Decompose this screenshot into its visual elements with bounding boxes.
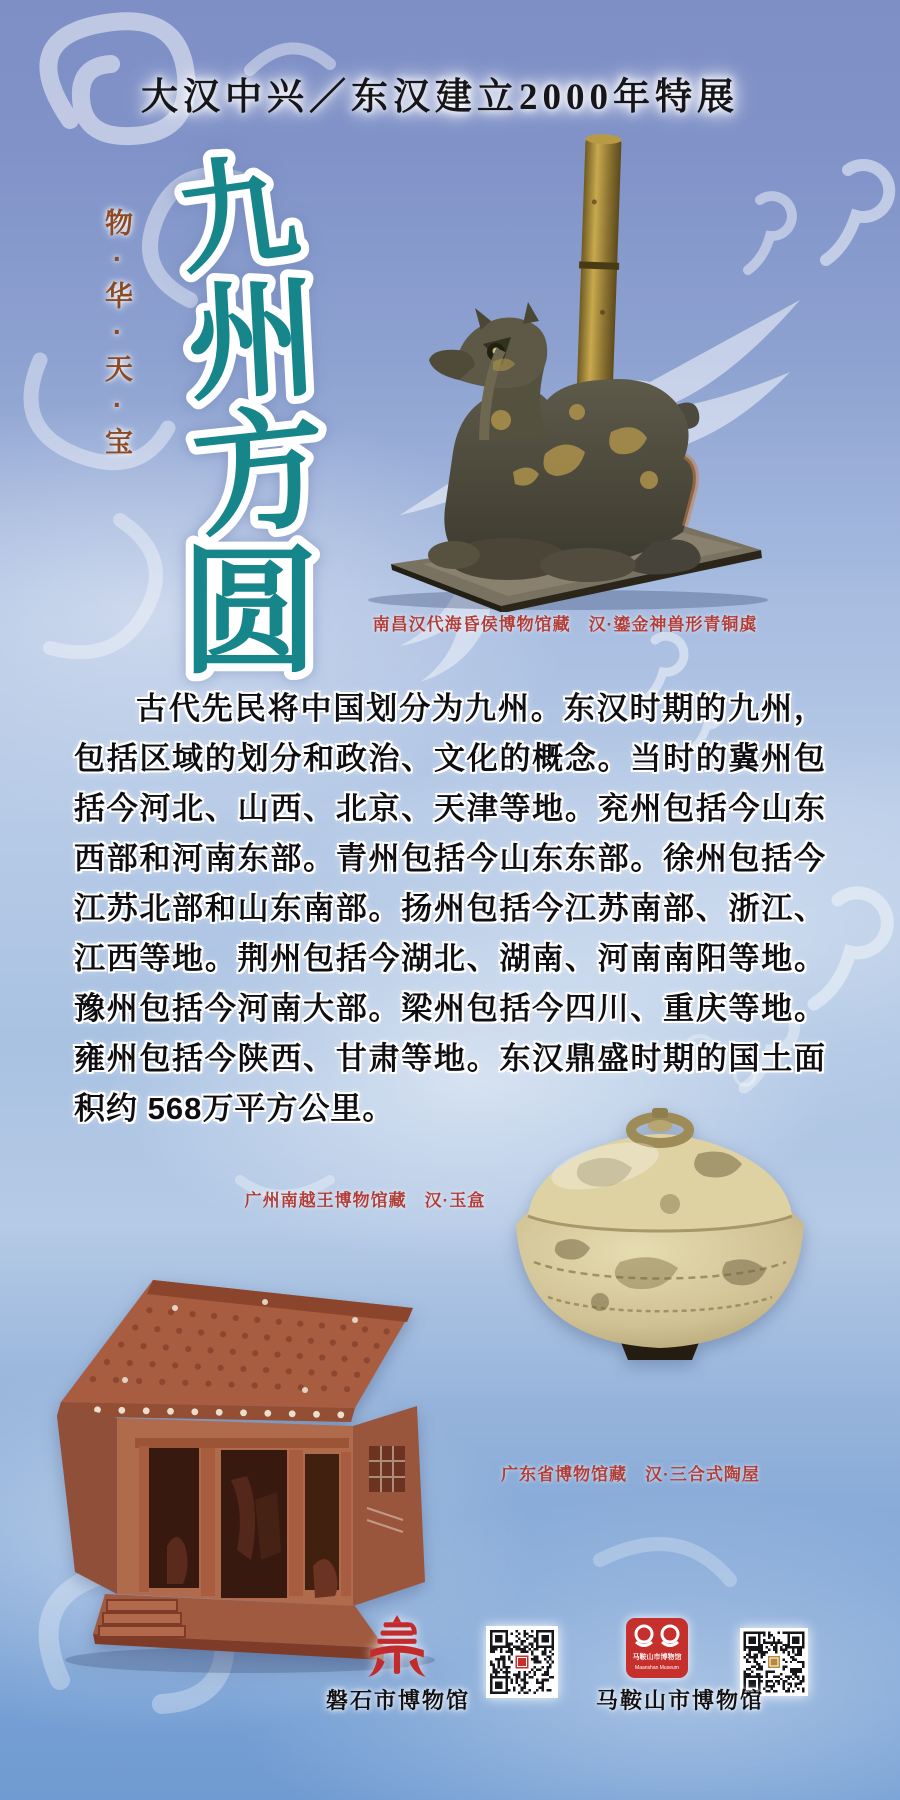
- seal-museum-name-en: Maanshan Museum: [635, 1665, 679, 1671]
- body-paragraph: 古代先民将中国划分为九州。东汉时期的九州，包括区域的划分和政治、文化的概念。当时的冀州包括今河北、山西、北京、天津等地。兖州包括今山东西部和河南东部。青州包括今山东东部。徐州包括今江苏北部和山东南部。扬州包括今江苏南部、浙江、江西等地。荆州包括今湖北、湖南、河南南阳等地。豫州包括今河南大部。梁州包括今四川、重庆等地。雍州包括今陕西、甘肃等地。东汉鼎盛时期的国土面积约 568万平方公里。: [74, 691, 826, 1126]
- bronze-artifact-caption: 南昌汉代海昏侯博物馆藏 汉·鎏金神兽形青铜虡: [372, 615, 758, 634]
- bronze-beast-artifact-image: [333, 112, 793, 612]
- panshi-museum-logo: [366, 1614, 428, 1680]
- maanshan-museum-name: 马鞍山市博物馆: [595, 1688, 764, 1713]
- panshi-museum-name: 磐石市博物馆: [325, 1688, 470, 1713]
- main-title-char-1: 九: [168, 140, 307, 291]
- main-title-char-4: 圆: [180, 536, 320, 690]
- jade-box-artifact-image: [500, 1092, 820, 1377]
- exhibition-banner-title: 大汉中兴／东汉建立2000年特展: [141, 77, 739, 118]
- seal-museum-name: 马鞍山市博物馆: [632, 1654, 682, 1661]
- main-title-char-2: 州: [183, 264, 322, 418]
- main-title-calligraphy: [135, 126, 365, 692]
- jade-artifact-caption: 广州南越王博物馆藏 汉·玉盒: [244, 1191, 486, 1210]
- main-title-char-3: 方: [186, 392, 334, 553]
- maanshan-museum-seal: [626, 1618, 688, 1678]
- pottery-house-artifact-image: [55, 1250, 495, 1680]
- side-motto-text: 物·华·天·宝: [102, 208, 133, 462]
- panshi-qr-code: [486, 1626, 558, 1698]
- house-artifact-caption: 广东省博物馆藏 汉·三合式陶屋: [501, 1465, 760, 1484]
